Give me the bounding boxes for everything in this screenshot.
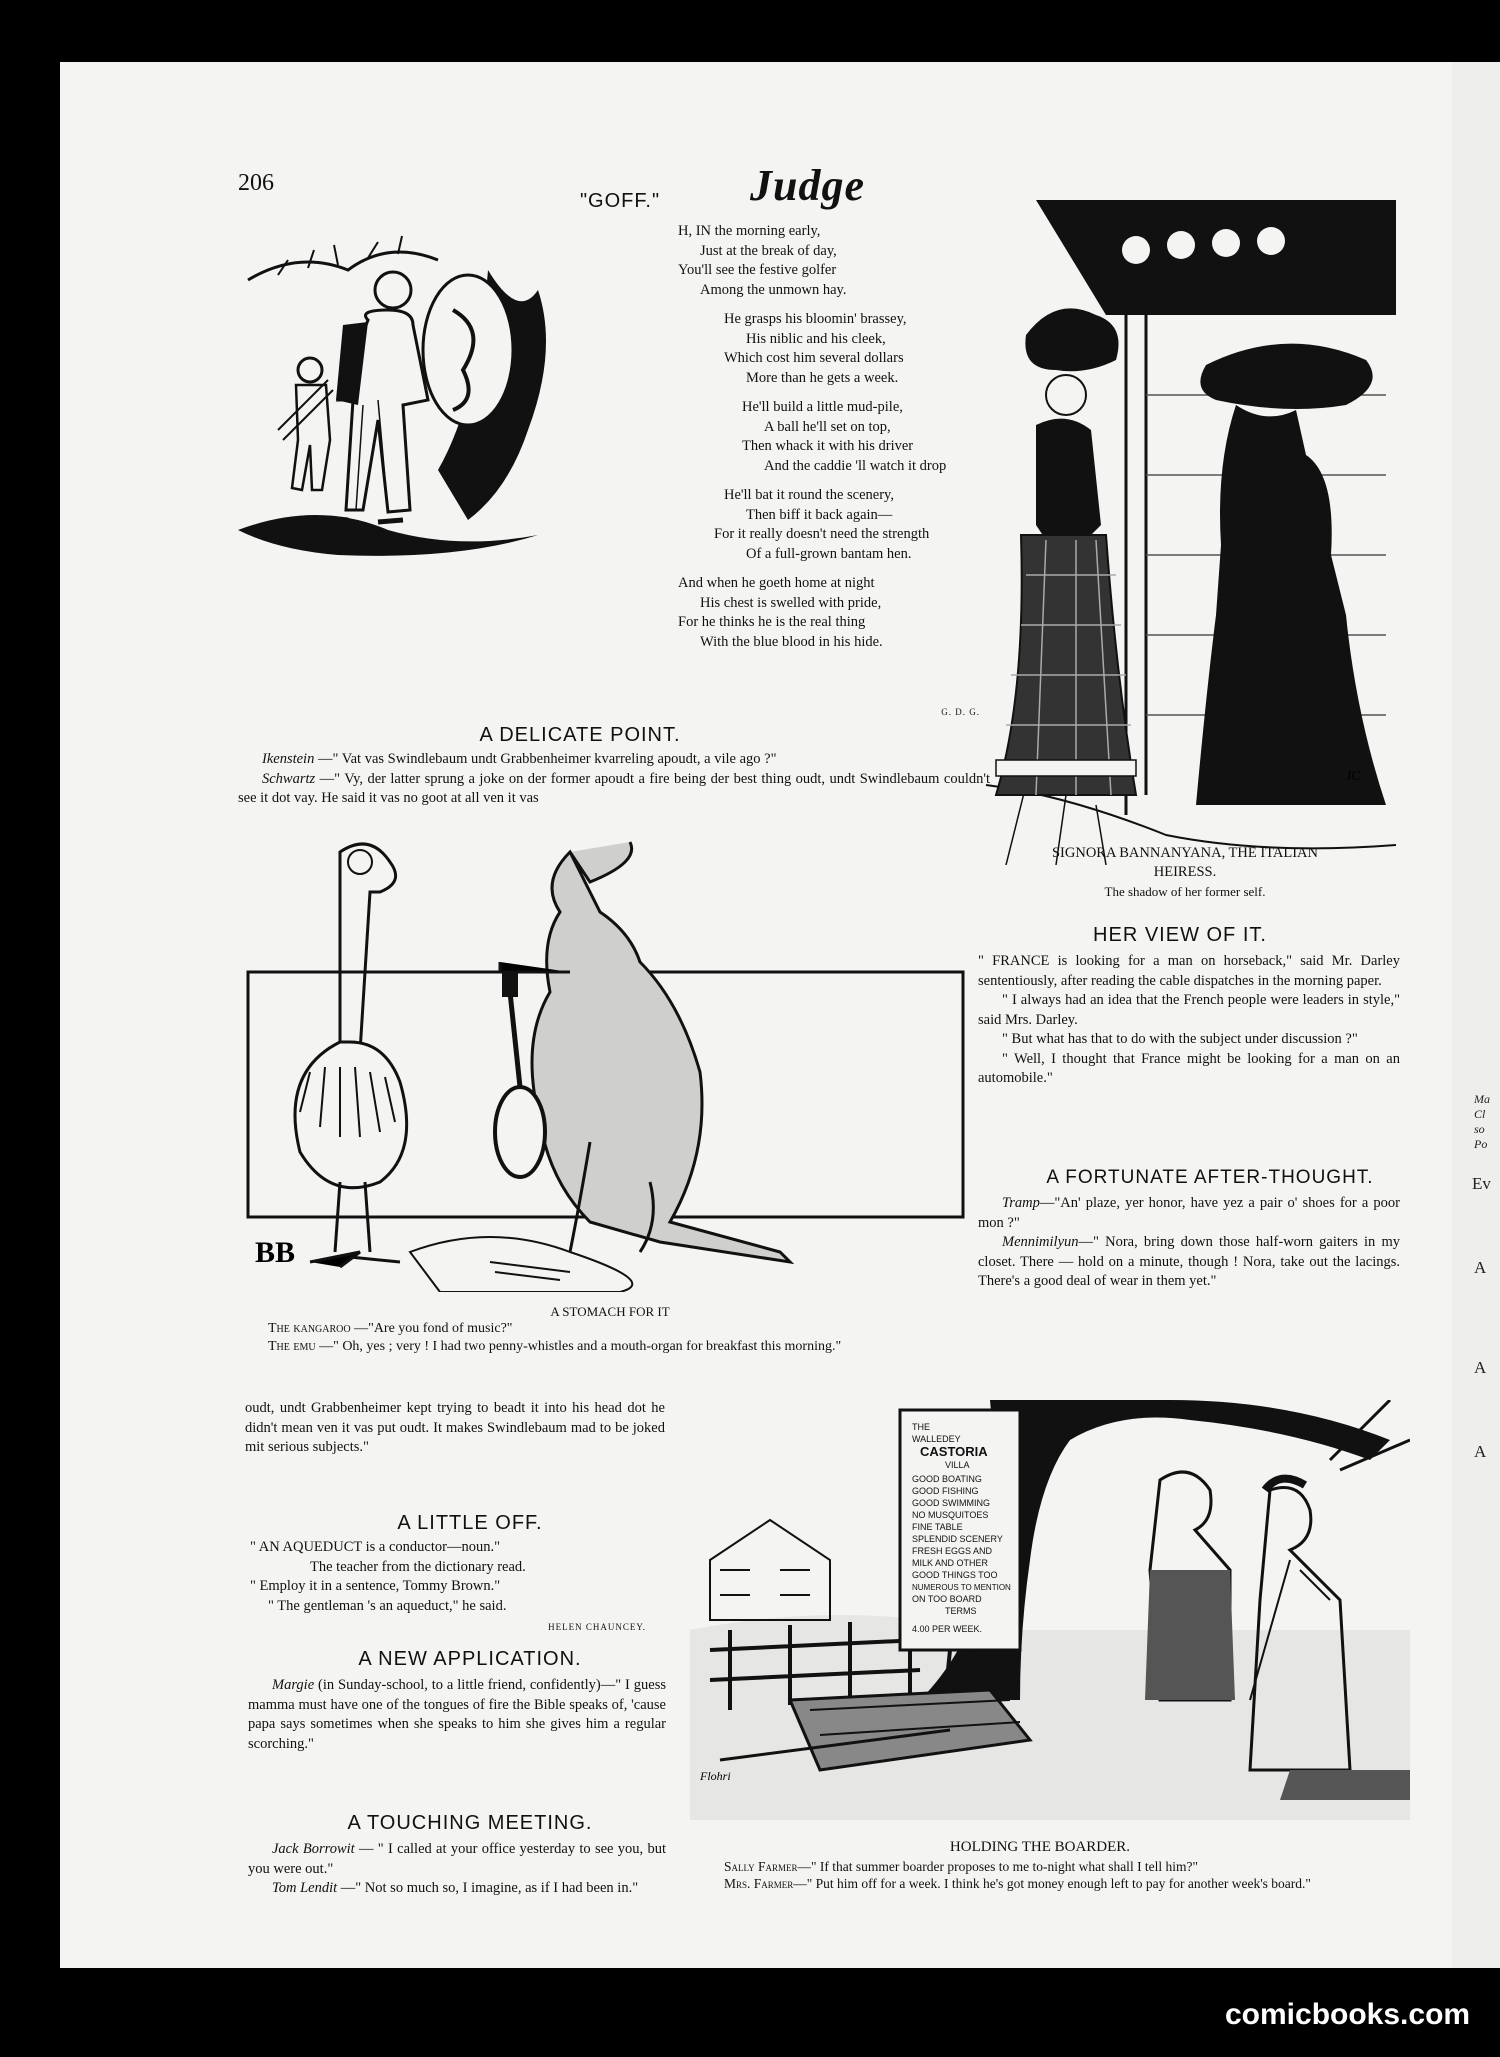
sign-line: MILK AND OTHER	[912, 1558, 989, 1568]
sign-line: FRESH EGGS AND	[912, 1546, 993, 1556]
boarder-line-2: —" Put him off for a week. I think he's got money enough left to pay for another week's board."	[793, 1876, 1311, 1891]
margin-fragment: A	[1474, 1442, 1487, 1461]
sign-line: GOOD FISHING	[912, 1486, 979, 1496]
delicate-point-title: A DELICATE POINT.	[479, 724, 681, 746]
goff-stanza-1	[678, 222, 998, 300]
sign-line: 4.00 PER WEEK.	[912, 1624, 983, 1634]
new-application-text	[248, 1676, 666, 1754]
goff-line: Then whack it with his driver	[742, 438, 914, 454]
goff-line: And the caddie 'll watch it drop	[764, 457, 947, 474]
speaker-jack-borrowit: Jack Borrowit	[272, 1841, 355, 1857]
touching-meeting-title: A TOUCHING MEETING.	[347, 1812, 593, 1834]
speaker-tom-lendit: Tom Lendit	[272, 1880, 338, 1896]
goff-title: "GOFF."	[579, 190, 661, 212]
fortunate-line-2: —" Nora, bring down those half-worn gaiters in my closet. There — hold on a minute, though ! Nora, take out the lacings. There's a good deal of wear in them yet."	[978, 1234, 1400, 1289]
delicate-line-2: —" Vy, der latter sprung a joke on der former apoudt a fire being der best thing oudt, undt Swindlebaum couldn't see it dot vay. He said it vas no goot at all ven it vas	[238, 770, 990, 806]
sign-line: VILLA	[945, 1460, 970, 1470]
speaker-emu: The emu	[268, 1339, 316, 1354]
her-view-paragraph: " I always had an idea that the French people were leaders in style," said Mrs. Darley.	[978, 992, 1400, 1028]
goff-line: And when he goeth home at night	[678, 575, 875, 591]
sign-line: GOOD BOATING	[912, 1474, 982, 1484]
sign-line: TERMS	[945, 1606, 977, 1616]
goff-line: With the blue blood in his hide.	[700, 633, 883, 650]
her-view-paragraph: " Well, I thought that France might be looking for a man on an automobile."	[978, 1050, 1400, 1086]
sign-line: GOOD THINGS TOO	[912, 1570, 998, 1580]
stomach-line-1: —"Are you fond of music?"	[350, 1321, 513, 1336]
goff-stanza-2	[678, 310, 998, 388]
site-credit: comicbooks.com	[1225, 1998, 1471, 2031]
delicate-point-continuation: oudt, undt Grabbenheimer kept trying to beadt it into his head dot he didn't mean ven it vas put oudt. It makes Swindlebaum mad to be joked mit serious subjects."	[245, 1400, 665, 1455]
margin-fragment: Po	[1474, 1137, 1488, 1151]
sign-line: CASTORIA	[920, 1444, 988, 1459]
boarder-caption: HOLDING THE BOARDER.	[949, 1839, 1131, 1855]
speaker-kangaroo: The kangaroo	[268, 1321, 351, 1336]
goff-line: For he thinks he is the real thing	[678, 614, 866, 630]
little-off-line: " The gentleman 's an aqueduct," he said.	[268, 1597, 507, 1614]
goff-line: You'll see the festive golfer	[678, 262, 837, 278]
margin-fragment: Ev	[1472, 1174, 1491, 1193]
magazine-page	[60, 62, 1452, 1968]
little-off-title: A LITTLE OFF.	[397, 1512, 543, 1534]
margin-fragment: Cl	[1474, 1107, 1486, 1121]
goff-signature: G. D. G.	[941, 707, 980, 717]
sign-line: ON TOO BOARD	[912, 1594, 982, 1604]
goff-line: He'll bat it round the scenery,	[724, 487, 894, 503]
her-view-title: HER VIEW OF IT.	[1093, 924, 1267, 946]
little-off-poem	[250, 1538, 670, 1616]
speaker-sally-farmer: Sally Farmer	[724, 1859, 798, 1874]
emu-kangaroo-illustration	[240, 822, 980, 1292]
little-off-line: " AN AQUEDUCT is a conductor—noun."	[250, 1539, 500, 1555]
goff-poem	[678, 222, 998, 662]
goff-line: He grasps his bloomin' brassey,	[724, 311, 907, 327]
sign-line: GOOD SWIMMING	[912, 1498, 990, 1508]
boarder-line-1: —" If that summer boarder proposes to me to-night what shall I tell him?"	[797, 1859, 1199, 1874]
speaker-mrs-farmer: Mrs. Farmer	[724, 1876, 794, 1891]
touching-meeting-text	[248, 1840, 666, 1899]
page-number: 206	[238, 170, 274, 196]
signora-subcaption: The shadow of her former self.	[1104, 884, 1266, 899]
stomach-dialogue	[238, 1320, 990, 1356]
fortunate-title: A FORTUNATE AFTER-THOUGHT.	[1046, 1167, 1374, 1188]
sign-line: THE	[912, 1422, 930, 1432]
goff-line: His chest is swelled with pride,	[700, 594, 882, 611]
sign-line: SPLENDID SCENERY	[912, 1534, 1003, 1544]
golfer-illustration	[238, 230, 668, 560]
boarder-artist-mark: Flohri	[700, 1769, 731, 1783]
margin-fragment: Ma	[1474, 1092, 1490, 1106]
delicate-point-text	[238, 750, 990, 809]
masthead: Judge	[750, 161, 865, 210]
touching-line-2: —" Not so much so, I imagine, as if I had been in."	[337, 1880, 639, 1896]
goff-line: He'll build a little mud-pile,	[742, 399, 903, 415]
delicate-line-1: —" Vat vas Swindlebaum undt Grabbenheimer kvarreling apoudt, a vile ago ?"	[314, 751, 777, 767]
signora-caption	[965, 844, 1405, 901]
speaker-mennimilyun: Mennimilyun	[1002, 1234, 1079, 1250]
margin-fragment: A	[1474, 1358, 1487, 1377]
little-off-signature: HELEN CHAUNCEY.	[548, 1622, 646, 1632]
margin-fragment: A	[1474, 1258, 1487, 1277]
speaker-schwartz: Schwartz	[262, 770, 316, 787]
signora-artist-mark: JC	[1346, 769, 1361, 784]
her-view-text	[978, 952, 1400, 1089]
goff-line: Among the unmown hay.	[700, 281, 847, 298]
goff-stanza-3	[678, 398, 998, 476]
fortunate-line-1: —"An' plaze, yer honor, have yez a pair o' shoes for a poor mon ?"	[978, 1195, 1400, 1231]
goff-line: H, IN the morning early,	[678, 223, 821, 239]
little-off-line: The teacher from the dictionary read.	[310, 1558, 526, 1575]
stomach-line-2: —" Oh, yes ; very ! I had two penny-whistles and a mouth-organ for breakfast this morning."	[315, 1339, 842, 1354]
goff-line: Which cost him several dollars	[724, 350, 904, 366]
little-off-line: " Employ it in a sentence, Tommy Brown."	[250, 1578, 501, 1594]
new-application-title: A NEW APPLICATION.	[358, 1648, 582, 1670]
sign-line: NUMEROUS TO MENTION	[912, 1583, 1011, 1592]
stomach-artist-mark: BB	[255, 1236, 296, 1269]
goff-stanza-5	[678, 574, 998, 652]
goff-line: Just at the break of day,	[700, 242, 837, 259]
sign-line: NO MUSQUITOES	[912, 1510, 989, 1520]
next-page-edge	[1452, 62, 1500, 1968]
goff-line: A ball he'll set on top,	[764, 418, 891, 435]
goff-line: Then biff it back again—	[746, 506, 893, 523]
touching-line-1: — " I called at your office yesterday to see you, but you were out."	[248, 1841, 666, 1877]
goff-line: His niblic and his cleek,	[746, 330, 886, 347]
stomach-caption: A STOMACH FOR IT	[550, 1304, 670, 1319]
signora-caption-line2: HEIRESS.	[1153, 864, 1217, 880]
signora-illustration	[966, 195, 1402, 865]
her-view-paragraph: " FRANCE is looking for a man on horseback," said Mr. Darley sententiously, after reading the cable dispatches in the morning paper.	[978, 953, 1400, 989]
goff-line: Of a full-grown bantam hen.	[746, 545, 912, 562]
goff-stanza-4	[678, 486, 998, 564]
her-view-paragraph: " But what has that to do with the subject under discussion ?"	[1002, 1031, 1358, 1047]
new-application-line: (in Sunday-school, to a little friend, confidently)—" I guess mamma must have one of the tongues of fire the Bible speaks of, 'cause papa says sometimes when she speaks to him she gives him a regular scorching."	[248, 1677, 666, 1752]
sign-line: WALLEDEY	[912, 1434, 961, 1444]
margin-fragment: so	[1474, 1122, 1485, 1136]
sign-line: FINE TABLE	[912, 1522, 963, 1532]
speaker-ikenstein: Ikenstein	[262, 751, 315, 767]
fortunate-text	[978, 1194, 1400, 1292]
boarder-dialogue	[690, 1858, 1415, 1892]
speaker-tramp: Tramp	[1002, 1195, 1040, 1211]
speaker-margie: Margie	[272, 1677, 315, 1693]
goff-line: For it really doesn't need the strength	[714, 526, 930, 542]
boarder-illustration	[690, 1400, 1410, 1820]
goff-line: More than he gets a week.	[746, 369, 899, 386]
signora-caption-line1: SIGNORA BANNANYANA, THE ITALIAN	[1051, 845, 1318, 861]
